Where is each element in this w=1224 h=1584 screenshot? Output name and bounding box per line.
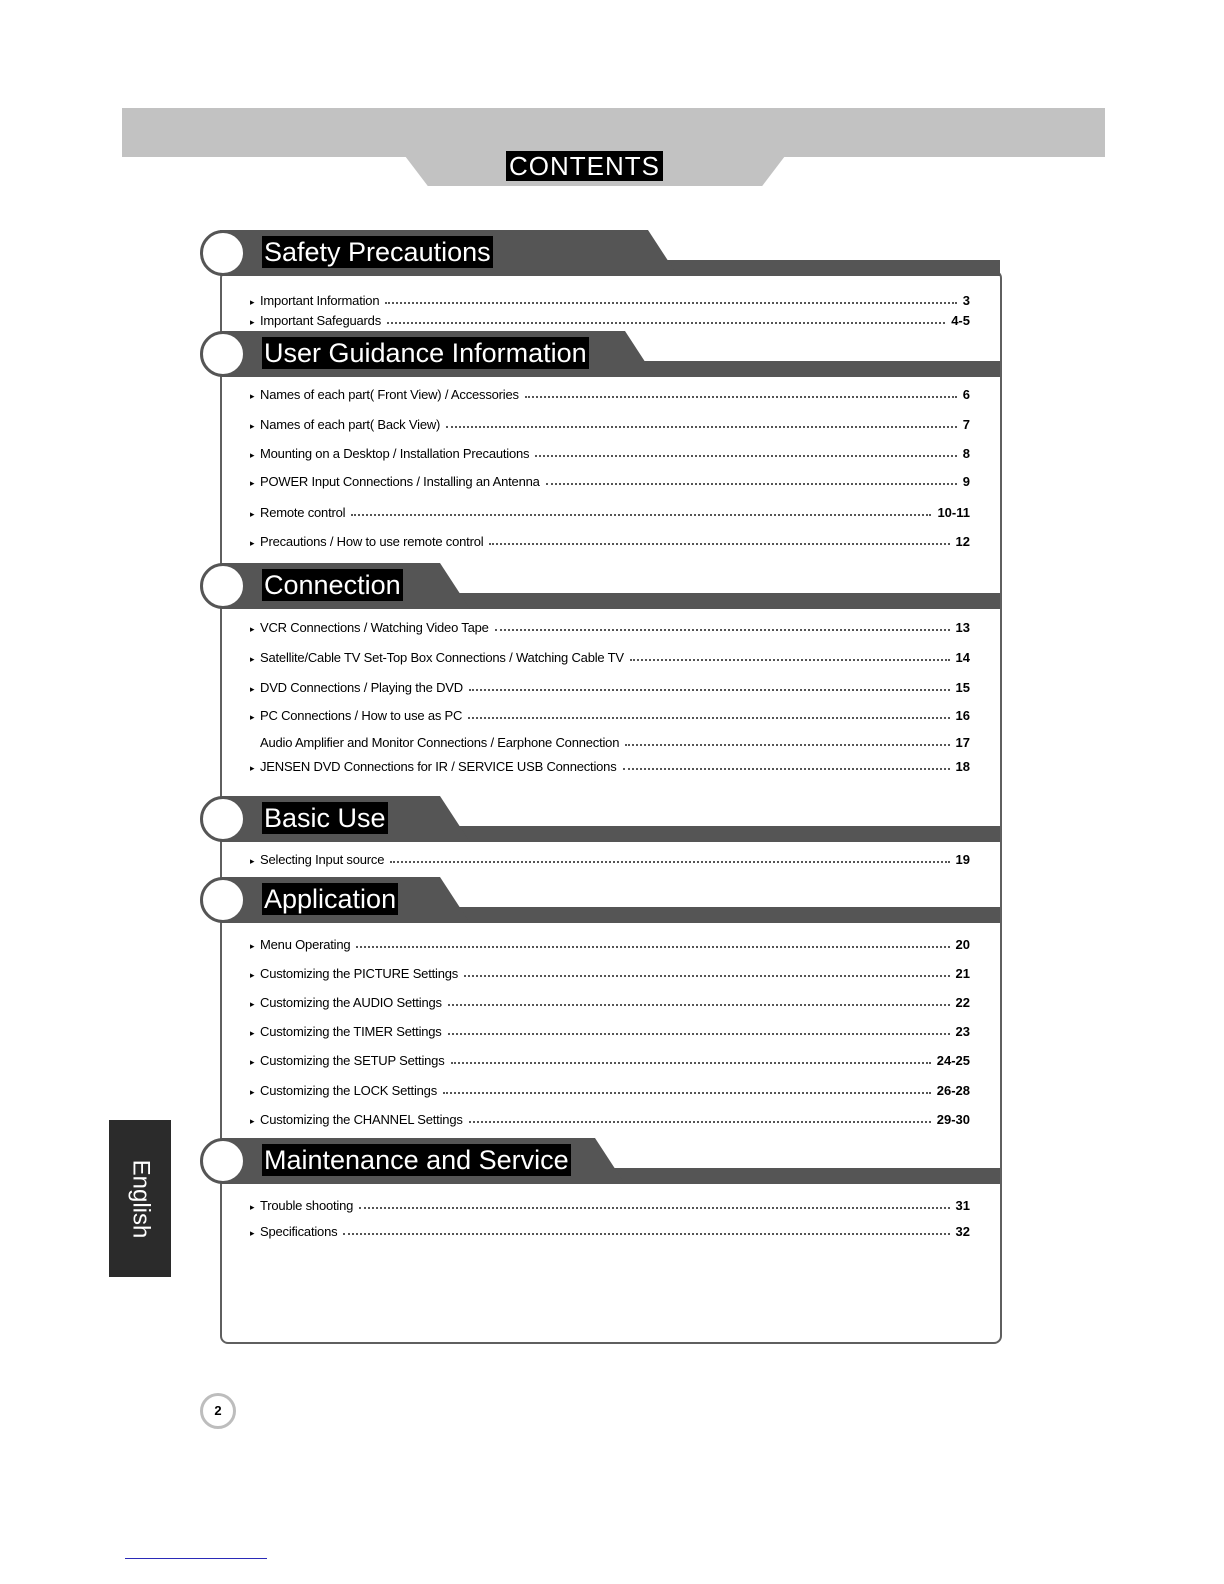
toc-entry[interactable] (250, 1019, 970, 1039)
bullet-icon: ▸ (250, 1057, 255, 1067)
leader-dots (469, 1121, 931, 1123)
toc-entry-text: Names of each part( Front View) / Accessories (260, 387, 519, 402)
toc-entry-page: 10-11 (937, 505, 970, 520)
leader-dots (469, 689, 950, 691)
section-circle-icon (200, 331, 246, 377)
toc-entry[interactable] (250, 1193, 970, 1213)
toc-entry-page: 21 (955, 966, 970, 981)
toc-entry[interactable] (250, 675, 970, 695)
toc-entry-page: 4-5 (951, 313, 970, 328)
toc-entry[interactable] (250, 1078, 970, 1098)
bullet-icon: ▸ (250, 1087, 255, 1097)
section-header-safety (200, 230, 1000, 276)
section-title: Maintenance and Service (264, 1145, 569, 1175)
toc-entry-text: Remote control (260, 505, 346, 520)
toc-entry-page: 18 (955, 759, 970, 774)
toc-entry[interactable] (250, 754, 970, 774)
toc-entry[interactable] (250, 529, 970, 549)
section-title: Application (264, 884, 397, 914)
leader-dots (464, 975, 949, 977)
header-bar (122, 108, 1105, 157)
page-title: CONTENTS (506, 151, 663, 181)
leader-dots (359, 1207, 949, 1209)
section-title: User Guidance Information (264, 338, 587, 368)
toc-entry-text: Customizing the AUDIO Settings (260, 995, 442, 1010)
leader-dots (495, 629, 950, 631)
toc-entry-text: Customizing the CHANNEL Settings (260, 1112, 463, 1127)
toc-entry[interactable] (250, 500, 970, 520)
leader-dots (625, 744, 949, 746)
toc-entry[interactable] (250, 932, 970, 952)
bullet-icon: ▸ (250, 478, 255, 488)
leader-dots (390, 861, 949, 863)
toc-entry-text: Trouble shooting (260, 1198, 354, 1213)
toc-entry-page: 19 (955, 852, 970, 867)
toc-entry[interactable] (250, 469, 970, 489)
leader-dots (443, 1092, 931, 1094)
section-title: Connection (264, 570, 401, 600)
bullet-icon: ▸ (250, 538, 255, 548)
toc-entry[interactable] (250, 288, 970, 308)
leader-dots (446, 426, 957, 428)
toc-entry-page: 24-25 (936, 1053, 970, 1068)
section-header-connection (200, 563, 1000, 609)
section-header-basic-use (200, 796, 1000, 842)
bullet-icon: ▸ (250, 684, 255, 694)
toc-entry-text: PC Connections / How to use as PC (260, 708, 463, 723)
toc-entry-page: 29-30 (936, 1112, 970, 1127)
section-circle-icon (200, 877, 246, 923)
leader-dots (546, 483, 957, 485)
toc-entry-text: JENSEN DVD Connections for IR / SERVICE USB Connections (260, 759, 617, 774)
leader-dots (489, 543, 949, 545)
bullet-icon: ▸ (250, 712, 255, 722)
toc-entry-text: Audio Amplifier and Monitor Connections / Earphone Connection (260, 735, 620, 750)
toc-entry[interactable] (250, 308, 970, 328)
toc-entry-page: 3 (962, 293, 970, 308)
toc-entry-page: 16 (955, 708, 970, 723)
toc-entry-page: 12 (955, 534, 970, 549)
toc-entry[interactable] (250, 990, 970, 1010)
page-number: 2 (200, 1393, 236, 1429)
section-title: Basic Use (264, 803, 386, 833)
bullet-icon: ▸ (250, 654, 255, 664)
bullet-icon: ▸ (250, 763, 255, 773)
bullet-icon: ▸ (250, 1116, 255, 1126)
toc-entry[interactable] (250, 703, 970, 723)
toc-entry-text: DVD Connections / Playing the DVD (260, 680, 463, 695)
toc-entry-text: Satellite/Cable TV Set-Top Box Connections / Watching Cable TV (260, 650, 624, 665)
toc-entry-text: Customizing the SETUP Settings (260, 1053, 445, 1068)
section-title: Safety Precautions (264, 237, 491, 267)
toc-entry[interactable] (250, 1107, 970, 1127)
toc-entry-page: 31 (955, 1198, 970, 1213)
bullet-icon: ▸ (250, 1202, 255, 1212)
toc-entry-page: 26-28 (936, 1083, 970, 1098)
toc-entry-text: Menu Operating (260, 937, 351, 952)
toc-entry-text: Customizing the LOCK Settings (260, 1083, 438, 1098)
section-circle-icon (200, 1138, 246, 1184)
toc-entry-text: POWER Input Connections / Installing an Antenna (260, 474, 540, 489)
leader-dots (525, 396, 957, 398)
toc-entry-page: 22 (955, 995, 970, 1010)
bullet-icon: ▸ (250, 297, 255, 307)
toc-entry-page: 20 (955, 937, 970, 952)
bullet-icon: ▸ (250, 421, 255, 431)
leader-dots (630, 659, 950, 661)
toc-entry-text: Selecting Input source (260, 852, 385, 867)
toc-entry-text: Specifications (260, 1224, 338, 1239)
footer-line (125, 1558, 267, 1559)
section-circle-icon (200, 796, 246, 842)
bullet-icon: ▸ (250, 1028, 255, 1038)
toc-entry-page: 15 (955, 680, 970, 695)
leader-dots (451, 1062, 931, 1064)
toc-entry-page: 23 (955, 1024, 970, 1039)
toc-entry-text: VCR Connections / Watching Video Tape (260, 620, 489, 635)
toc-entry[interactable] (250, 730, 970, 750)
toc-entry[interactable] (250, 1219, 970, 1239)
toc-entry[interactable] (250, 961, 970, 981)
leader-dots (343, 1233, 949, 1235)
section-circle-icon (200, 230, 246, 276)
bullet-icon: ▸ (250, 317, 255, 327)
toc-entry-text: Important Information (260, 293, 380, 308)
toc-entry[interactable] (250, 1048, 970, 1068)
leader-dots (387, 322, 945, 324)
leader-dots (351, 514, 931, 516)
toc-entry-page: 7 (962, 417, 970, 432)
toc-entry-text: Names of each part( Back View) (260, 417, 441, 432)
bullet-icon: ▸ (250, 1228, 255, 1238)
bullet-icon: ▸ (250, 509, 255, 519)
leader-dots (468, 717, 949, 719)
toc-entry-text: Customizing the TIMER Settings (260, 1024, 442, 1039)
toc-entry-text: Mounting on a Desktop / Installation Precautions (260, 446, 530, 461)
section-header-user-guidance (200, 331, 1000, 377)
toc-entry-page: 17 (955, 735, 970, 750)
toc-entry[interactable] (250, 615, 970, 635)
toc-entry-page: 8 (962, 446, 970, 461)
leader-dots (448, 1004, 950, 1006)
toc-entry[interactable] (250, 382, 970, 402)
bullet-icon: ▸ (250, 391, 255, 401)
bullet-icon: ▸ (250, 856, 255, 866)
leader-dots (356, 946, 949, 948)
toc-entry-text: Precautions / How to use remote control (260, 534, 484, 549)
toc-entry[interactable] (250, 645, 970, 665)
section-circle-icon (200, 563, 246, 609)
bullet-icon: ▸ (250, 450, 255, 460)
toc-entry[interactable] (250, 412, 970, 432)
bullet-icon: ▸ (250, 941, 255, 951)
leader-dots (535, 455, 956, 457)
leader-dots (448, 1033, 950, 1035)
bullet-icon: ▸ (250, 970, 255, 980)
toc-entry-page: 32 (955, 1224, 970, 1239)
section-header-maintenance (200, 1138, 1000, 1184)
language-text: English (127, 1159, 154, 1238)
toc-entry-text: Important Safeguards (260, 313, 382, 328)
language-tab-label (109, 1120, 171, 1277)
toc-entry-page: 13 (955, 620, 970, 635)
bullet-icon: ▸ (250, 624, 255, 634)
toc-entry-page: 14 (955, 650, 970, 665)
bullet-icon: ▸ (250, 999, 255, 1009)
toc-entry-text: Customizing the PICTURE Settings (260, 966, 459, 981)
toc-entry[interactable] (250, 441, 970, 461)
section-header-application (200, 877, 1000, 923)
toc-entry[interactable] (250, 847, 970, 867)
toc-entry-page: 6 (962, 387, 970, 402)
leader-dots (385, 302, 956, 304)
toc-entry-page: 9 (962, 474, 970, 489)
leader-dots (623, 768, 950, 770)
